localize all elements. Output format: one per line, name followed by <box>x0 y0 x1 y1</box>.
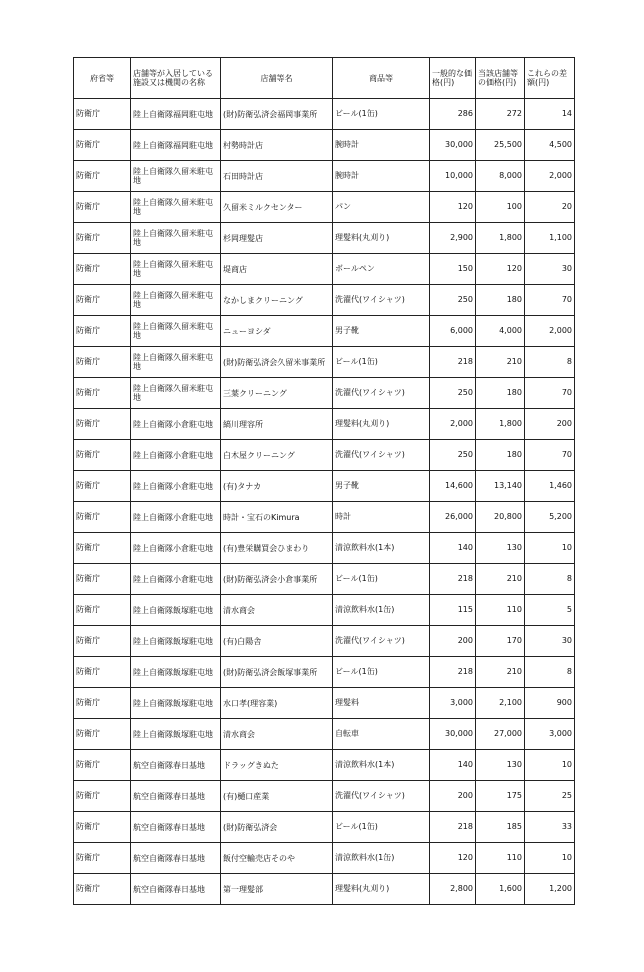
cell-ministry: 防衛庁 <box>74 843 131 874</box>
cell-difference: 1,200 <box>525 874 575 905</box>
cell-ministry: 防衛庁 <box>74 750 131 781</box>
cell-general-price: 120 <box>430 843 476 874</box>
cell-store-name: ドラッグきぬた <box>221 750 333 781</box>
cell-item: 清涼飲料水(1本) <box>333 750 430 781</box>
cell-general-price: 218 <box>430 657 476 688</box>
cell-facility: 陸上自衛隊小倉駐屯地 <box>131 409 221 440</box>
cell-store-price: 4,000 <box>476 316 525 347</box>
table-row <box>74 471 575 502</box>
cell-difference: 10 <box>525 750 575 781</box>
cell-facility: 陸上自衛隊久留米駐屯地 <box>131 192 221 223</box>
cell-ministry: 防衛庁 <box>74 378 131 409</box>
cell-store-name: 堤商店 <box>221 254 333 285</box>
cell-general-price: 10,000 <box>430 161 476 192</box>
cell-general-price: 30,000 <box>430 130 476 161</box>
cell-facility: 陸上自衛隊小倉駐屯地 <box>131 533 221 564</box>
table-body <box>74 99 575 905</box>
cell-ministry: 防衛庁 <box>74 595 131 626</box>
cell-general-price: 30,000 <box>430 719 476 750</box>
price-comparison-table <box>73 57 575 905</box>
cell-facility: 陸上自衛隊久留米駐屯地 <box>131 161 221 192</box>
cell-difference: 8 <box>525 564 575 595</box>
cell-ministry: 防衛庁 <box>74 347 131 378</box>
cell-general-price: 218 <box>430 564 476 595</box>
cell-ministry: 防衛庁 <box>74 533 131 564</box>
cell-ministry: 防衛庁 <box>74 657 131 688</box>
cell-facility: 陸上自衛隊飯塚駐屯地 <box>131 688 221 719</box>
cell-facility: 陸上自衛隊飯塚駐屯地 <box>131 657 221 688</box>
cell-ministry: 防衛庁 <box>74 781 131 812</box>
cell-store-price: 130 <box>476 750 525 781</box>
cell-facility: 航空自衛隊春日基地 <box>131 750 221 781</box>
cell-facility: 陸上自衛隊小倉駐屯地 <box>131 471 221 502</box>
header-facility: 店舗等が入居している施設又は機関の名称 <box>131 58 221 99</box>
cell-item: 理髪料(丸刈り) <box>333 409 430 440</box>
cell-general-price: 115 <box>430 595 476 626</box>
cell-store-price: 27,000 <box>476 719 525 750</box>
cell-store-price: 272 <box>476 99 525 130</box>
cell-general-price: 3,000 <box>430 688 476 719</box>
cell-store-price: 110 <box>476 595 525 626</box>
cell-store-price: 185 <box>476 812 525 843</box>
cell-store-name: なかしまクリーニング <box>221 285 333 316</box>
table-row <box>74 223 575 254</box>
table-row <box>74 192 575 223</box>
cell-ministry: 防衛庁 <box>74 626 131 657</box>
cell-store-name: 水口孝(理容業) <box>221 688 333 719</box>
header-general-price: 一般的な価格(円) <box>430 58 476 99</box>
cell-ministry: 防衛庁 <box>74 688 131 719</box>
table-row <box>74 812 575 843</box>
table-row <box>74 874 575 905</box>
cell-difference: 10 <box>525 843 575 874</box>
cell-facility: 陸上自衛隊久留米駐屯地 <box>131 316 221 347</box>
cell-difference: 70 <box>525 285 575 316</box>
cell-facility: 航空自衛隊春日基地 <box>131 812 221 843</box>
table-row <box>74 688 575 719</box>
cell-store-name: (財)防衛弘済会久留米事業所 <box>221 347 333 378</box>
cell-store-name: 第一理髪部 <box>221 874 333 905</box>
cell-general-price: 140 <box>430 533 476 564</box>
cell-item: ビール(1缶) <box>333 99 430 130</box>
cell-difference: 14 <box>525 99 575 130</box>
cell-ministry: 防衛庁 <box>74 502 131 533</box>
cell-facility: 陸上自衛隊飯塚駐屯地 <box>131 595 221 626</box>
cell-store-price: 20,800 <box>476 502 525 533</box>
cell-difference: 2,000 <box>525 161 575 192</box>
cell-store-price: 1,600 <box>476 874 525 905</box>
cell-item: 洗濯代(ワイシャツ) <box>333 285 430 316</box>
cell-ministry: 防衛庁 <box>74 99 131 130</box>
table-row <box>74 130 575 161</box>
cell-store-name: (財)防衛弘済会飯塚事業所 <box>221 657 333 688</box>
cell-store-name: (有)白陽舎 <box>221 626 333 657</box>
cell-facility: 航空自衛隊春日基地 <box>131 843 221 874</box>
cell-item: 自転車 <box>333 719 430 750</box>
cell-facility: 陸上自衛隊久留米駐屯地 <box>131 254 221 285</box>
cell-general-price: 250 <box>430 285 476 316</box>
cell-store-price: 8,000 <box>476 161 525 192</box>
cell-ministry: 防衛庁 <box>74 254 131 285</box>
cell-store-name: 三葉クリーニング <box>221 378 333 409</box>
cell-general-price: 2,000 <box>430 409 476 440</box>
cell-item: ビール(1缶) <box>333 812 430 843</box>
cell-store-name: 久留米ミルクセンター <box>221 192 333 223</box>
cell-item: ビール(1缶) <box>333 564 430 595</box>
cell-general-price: 26,000 <box>430 502 476 533</box>
cell-ministry: 防衛庁 <box>74 192 131 223</box>
cell-store-name: ニューヨシダ <box>221 316 333 347</box>
cell-store-name: (財)防衛弘済会 <box>221 812 333 843</box>
cell-store-price: 210 <box>476 347 525 378</box>
table-row <box>74 99 575 130</box>
cell-store-name: (有)樋口産業 <box>221 781 333 812</box>
cell-ministry: 防衛庁 <box>74 161 131 192</box>
cell-difference: 8 <box>525 347 575 378</box>
cell-general-price: 250 <box>430 440 476 471</box>
cell-general-price: 14,600 <box>430 471 476 502</box>
cell-item: 理髪料(丸刈り) <box>333 223 430 254</box>
cell-item: パン <box>333 192 430 223</box>
cell-store-name: 時計・宝石のKimura <box>221 502 333 533</box>
cell-general-price: 2,900 <box>430 223 476 254</box>
cell-store-name: (財)防衛弘済会福岡事業所 <box>221 99 333 130</box>
cell-difference: 900 <box>525 688 575 719</box>
cell-store-name: 白木屋クリーニング <box>221 440 333 471</box>
table-row <box>74 285 575 316</box>
cell-item: 腕時計 <box>333 161 430 192</box>
cell-store-price: 1,800 <box>476 409 525 440</box>
cell-item: 男子靴 <box>333 471 430 502</box>
cell-ministry: 防衛庁 <box>74 130 131 161</box>
table-row <box>74 378 575 409</box>
cell-item: 洗濯代(ワイシャツ) <box>333 781 430 812</box>
cell-difference: 70 <box>525 378 575 409</box>
cell-ministry: 防衛庁 <box>74 440 131 471</box>
table-row <box>74 843 575 874</box>
cell-store-name: (財)防衛弘済会小倉事業所 <box>221 564 333 595</box>
table-row <box>74 657 575 688</box>
cell-store-price: 210 <box>476 657 525 688</box>
cell-item: 男子靴 <box>333 316 430 347</box>
cell-ministry: 防衛庁 <box>74 564 131 595</box>
cell-facility: 陸上自衛隊久留米駐屯地 <box>131 285 221 316</box>
cell-item: 清涼飲料水(1本) <box>333 533 430 564</box>
cell-item: 理髪料 <box>333 688 430 719</box>
cell-facility: 陸上自衛隊小倉駐屯地 <box>131 564 221 595</box>
cell-difference: 200 <box>525 409 575 440</box>
cell-store-name: 石田時計店 <box>221 161 333 192</box>
cell-store-price: 2,100 <box>476 688 525 719</box>
cell-facility: 航空自衛隊春日基地 <box>131 781 221 812</box>
cell-difference: 70 <box>525 440 575 471</box>
cell-store-price: 100 <box>476 192 525 223</box>
cell-item: 洗濯代(ワイシャツ) <box>333 440 430 471</box>
cell-store-price: 110 <box>476 843 525 874</box>
cell-store-name: 清水商会 <box>221 595 333 626</box>
table-row <box>74 254 575 285</box>
cell-store-price: 175 <box>476 781 525 812</box>
cell-general-price: 2,800 <box>430 874 476 905</box>
cell-store-price: 180 <box>476 285 525 316</box>
cell-facility: 陸上自衛隊福岡駐屯地 <box>131 130 221 161</box>
cell-store-price: 120 <box>476 254 525 285</box>
cell-facility: 陸上自衛隊久留米駐屯地 <box>131 378 221 409</box>
cell-difference: 20 <box>525 192 575 223</box>
header-difference: これらの差額(円) <box>525 58 575 99</box>
table-row <box>74 316 575 347</box>
table-row <box>74 533 575 564</box>
cell-store-price: 1,800 <box>476 223 525 254</box>
cell-facility: 陸上自衛隊小倉駐屯地 <box>131 440 221 471</box>
cell-store-price: 210 <box>476 564 525 595</box>
cell-general-price: 140 <box>430 750 476 781</box>
cell-item: 清涼飲料水(1缶) <box>333 595 430 626</box>
cell-store-name: (有)豊栄購買会ひまわり <box>221 533 333 564</box>
cell-store-price: 25,500 <box>476 130 525 161</box>
cell-item: 洗濯代(ワイシャツ) <box>333 378 430 409</box>
cell-difference: 5,200 <box>525 502 575 533</box>
cell-ministry: 防衛庁 <box>74 316 131 347</box>
cell-store-name: 縞川理容所 <box>221 409 333 440</box>
cell-general-price: 218 <box>430 347 476 378</box>
table-row <box>74 161 575 192</box>
cell-ministry: 防衛庁 <box>74 812 131 843</box>
cell-ministry: 防衛庁 <box>74 471 131 502</box>
cell-facility: 陸上自衛隊福岡駐屯地 <box>131 99 221 130</box>
table-row <box>74 409 575 440</box>
table-row <box>74 502 575 533</box>
table-row <box>74 347 575 378</box>
cell-store-name: (有)タナカ <box>221 471 333 502</box>
cell-general-price: 150 <box>430 254 476 285</box>
cell-difference: 30 <box>525 626 575 657</box>
cell-facility: 陸上自衛隊飯塚駐屯地 <box>131 626 221 657</box>
header-item: 商品等 <box>333 58 430 99</box>
cell-store-name: 飯付空輸売店そのや <box>221 843 333 874</box>
cell-store-price: 180 <box>476 378 525 409</box>
cell-facility: 陸上自衛隊飯塚駐屯地 <box>131 719 221 750</box>
cell-difference: 5 <box>525 595 575 626</box>
cell-store-price: 180 <box>476 440 525 471</box>
cell-store-name: 清水商会 <box>221 719 333 750</box>
table-row <box>74 750 575 781</box>
cell-difference: 2,000 <box>525 316 575 347</box>
table-row <box>74 719 575 750</box>
table-row <box>74 595 575 626</box>
header-ministry: 府省等 <box>74 58 131 99</box>
cell-general-price: 200 <box>430 781 476 812</box>
header-row <box>74 58 575 99</box>
cell-general-price: 286 <box>430 99 476 130</box>
cell-general-price: 200 <box>430 626 476 657</box>
cell-difference: 1,460 <box>525 471 575 502</box>
cell-difference: 30 <box>525 254 575 285</box>
cell-store-name: 杉岡理髪店 <box>221 223 333 254</box>
table-row <box>74 626 575 657</box>
cell-facility: 陸上自衛隊久留米駐屯地 <box>131 347 221 378</box>
cell-ministry: 防衛庁 <box>74 223 131 254</box>
cell-store-price: 13,140 <box>476 471 525 502</box>
table-row <box>74 781 575 812</box>
cell-difference: 1,100 <box>525 223 575 254</box>
cell-difference: 8 <box>525 657 575 688</box>
cell-ministry: 防衛庁 <box>74 409 131 440</box>
cell-item: 洗濯代(ワイシャツ) <box>333 626 430 657</box>
cell-facility: 陸上自衛隊久留米駐屯地 <box>131 223 221 254</box>
cell-ministry: 防衛庁 <box>74 285 131 316</box>
cell-item: 清涼飲料水(1缶) <box>333 843 430 874</box>
cell-difference: 33 <box>525 812 575 843</box>
cell-general-price: 250 <box>430 378 476 409</box>
cell-facility: 航空自衛隊春日基地 <box>131 874 221 905</box>
table-row <box>74 440 575 471</box>
cell-item: ビール(1缶) <box>333 347 430 378</box>
cell-difference: 4,500 <box>525 130 575 161</box>
cell-ministry: 防衛庁 <box>74 719 131 750</box>
cell-store-name: 村勢時計店 <box>221 130 333 161</box>
cell-difference: 10 <box>525 533 575 564</box>
header-store-price: 当該店舗等の価格(円) <box>476 58 525 99</box>
cell-item: ビール(1缶) <box>333 657 430 688</box>
cell-store-price: 130 <box>476 533 525 564</box>
cell-item: 時計 <box>333 502 430 533</box>
cell-difference: 25 <box>525 781 575 812</box>
cell-item: 理髪料(丸刈り) <box>333 874 430 905</box>
cell-general-price: 218 <box>430 812 476 843</box>
cell-store-price: 170 <box>476 626 525 657</box>
cell-item: 腕時計 <box>333 130 430 161</box>
table-row <box>74 564 575 595</box>
cell-difference: 3,000 <box>525 719 575 750</box>
cell-general-price: 120 <box>430 192 476 223</box>
cell-item: ボールペン <box>333 254 430 285</box>
cell-facility: 陸上自衛隊小倉駐屯地 <box>131 502 221 533</box>
header-store: 店舗等名 <box>221 58 333 99</box>
cell-ministry: 防衛庁 <box>74 874 131 905</box>
cell-general-price: 6,000 <box>430 316 476 347</box>
